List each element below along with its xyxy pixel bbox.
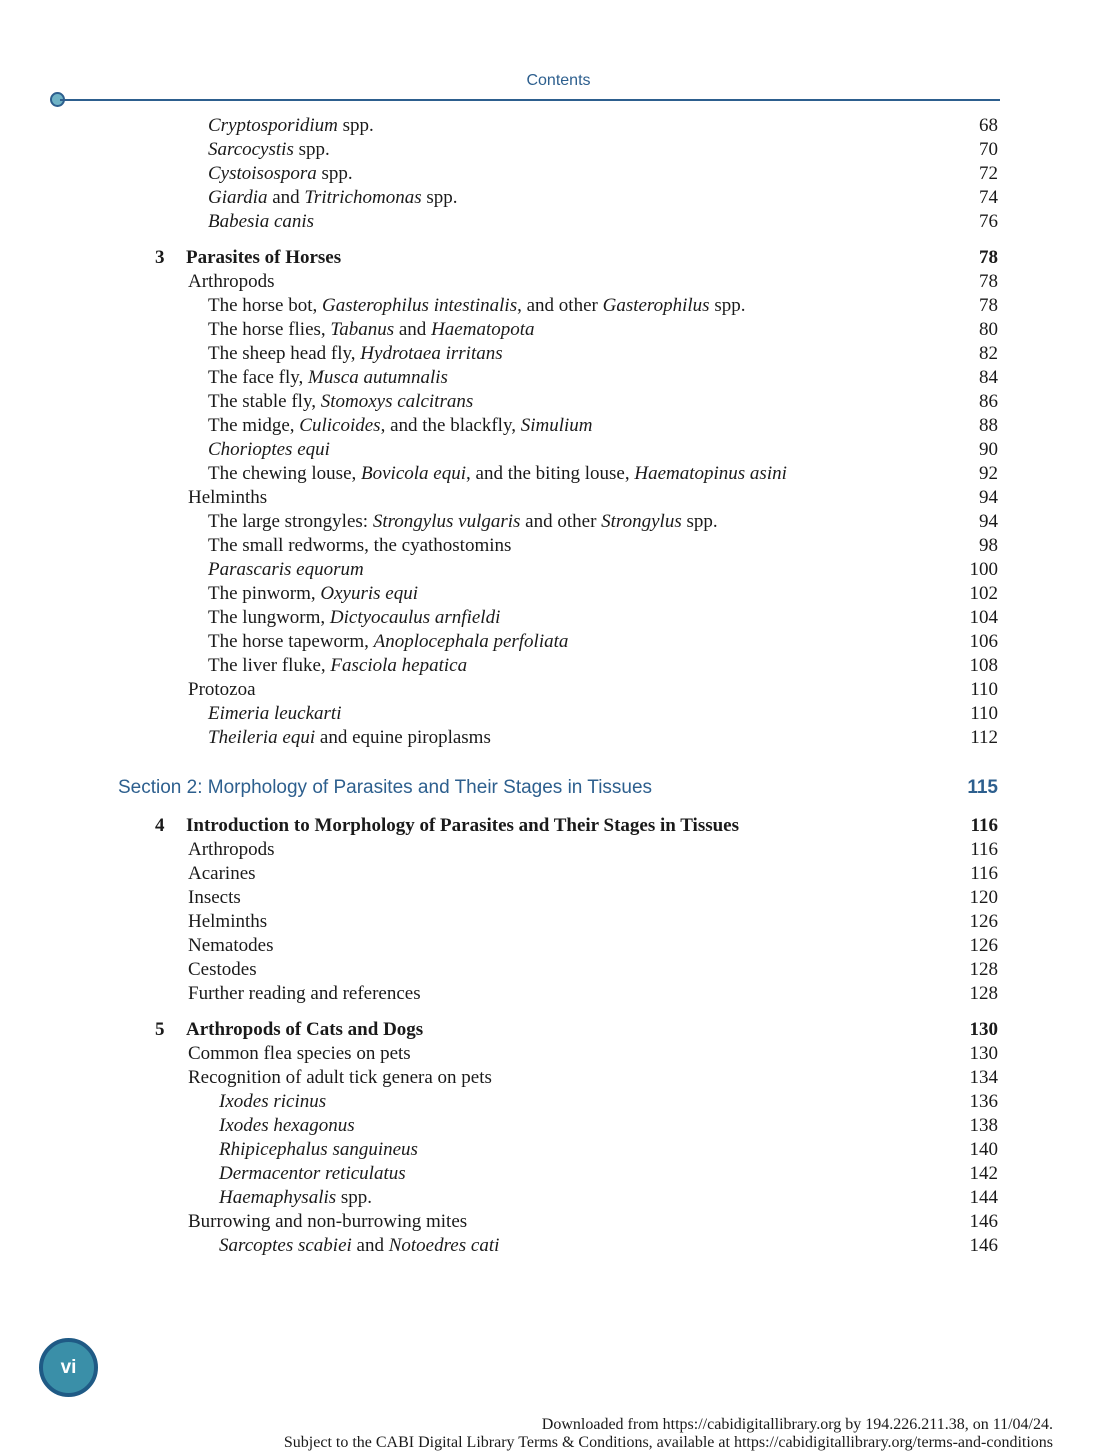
toc-entry-title <box>186 246 341 270</box>
italic-taxon-name: Cryptosporidium <box>208 115 338 136</box>
toc-page-number: 68 <box>979 115 998 136</box>
italic-taxon-name: Cystoisospora <box>208 163 317 184</box>
toc-entry-row <box>0 318 1117 342</box>
toc-entry-title <box>208 726 491 750</box>
toc-entry-title <box>208 114 374 138</box>
italic-taxon-name: Haemaphysalis <box>219 1187 337 1208</box>
running-header: Contents <box>526 72 591 89</box>
toc-entry-row <box>0 534 1117 558</box>
toc-page-number: 126 <box>969 935 998 956</box>
toc-page-number: 110 <box>970 679 998 700</box>
title-text: and <box>351 1235 389 1256</box>
toc-entry-row <box>0 606 1117 630</box>
title-text: The pinworm, <box>208 583 321 604</box>
toc-entry-row <box>0 510 1117 534</box>
toc-entry-title <box>188 678 256 702</box>
download-footer <box>284 1416 1053 1452</box>
toc-entry-row <box>0 934 1117 958</box>
toc-entry-row <box>0 138 1117 162</box>
toc-entry-row <box>0 390 1117 414</box>
toc-entry-title <box>208 654 467 678</box>
toc-entry-title <box>188 270 275 294</box>
italic-taxon-name: Strongylus vulgaris <box>372 511 521 532</box>
toc-spacer <box>0 750 1117 774</box>
italic-taxon-name: Strongylus <box>601 511 682 532</box>
title-text: Further reading and references <box>188 983 421 1004</box>
toc-page-number: 136 <box>969 1091 998 1112</box>
toc-page-number: 106 <box>969 631 998 652</box>
italic-taxon-name: Sarcocystis <box>208 139 294 160</box>
toc-chapter-row <box>0 246 1117 270</box>
title-text: spp. <box>337 115 374 136</box>
toc-entry-title <box>219 1138 418 1162</box>
italic-taxon-name: Chorioptes equi <box>208 439 330 460</box>
title-text: The lungworm, <box>208 607 330 628</box>
toc-entry-row <box>0 1210 1117 1234</box>
toc-entry-row <box>0 438 1117 462</box>
title-text: Introduction to Morphology of Parasites and Their Stages in Tissues <box>186 815 740 836</box>
toc-entry-title <box>208 414 593 438</box>
toc-page-number: 115 <box>967 777 998 798</box>
toc-page-number: 72 <box>979 163 998 184</box>
italic-taxon-name: Haematopinus asini <box>634 463 787 484</box>
toc-chapter-row <box>0 814 1117 838</box>
toc-entry-title <box>219 1114 355 1138</box>
title-text: spp. <box>316 163 353 184</box>
toc-entry-title <box>208 702 342 726</box>
toc-entry-title <box>208 366 448 390</box>
toc-entry-title <box>208 318 535 342</box>
italic-taxon-name: Tritrichomonas <box>304 187 422 208</box>
toc-page-number: 108 <box>969 655 998 676</box>
toc-entry-title <box>188 958 257 982</box>
title-text: Arthropods <box>188 271 275 292</box>
toc-entry-title <box>208 186 458 210</box>
italic-taxon-name: Eimeria leuckarti <box>208 703 342 724</box>
toc-entry-title <box>186 814 739 838</box>
italic-taxon-name: Tabanus <box>330 319 395 340</box>
italic-taxon-name: Parascaris equorum <box>208 559 364 580</box>
title-text: spp. <box>336 1187 373 1208</box>
italic-taxon-name: Sarcoptes scabiei <box>219 1235 352 1256</box>
toc-page-number: 144 <box>969 1187 998 1208</box>
italic-taxon-name: Dermacentor reticulatus <box>219 1163 406 1184</box>
toc-entry-row <box>0 582 1117 606</box>
title-text: Helminths <box>188 911 268 932</box>
italic-taxon-name: Simulium <box>520 415 593 436</box>
toc-page-number: 130 <box>969 1019 998 1040</box>
title-text: , and the blackfly, <box>380 415 521 436</box>
toc-entry-row <box>0 1186 1117 1210</box>
toc-entry-row <box>0 486 1117 510</box>
toc-entry-title <box>208 630 568 654</box>
toc-entry-title <box>219 1162 406 1186</box>
toc-entry-row <box>0 1114 1117 1138</box>
italic-taxon-name: Gasterophilus <box>602 295 710 316</box>
toc-entry-title <box>208 138 330 162</box>
chapter-number: 4 <box>155 815 165 836</box>
toc-spacer <box>0 1006 1117 1018</box>
toc-entry-row <box>0 910 1117 934</box>
toc-entry-title <box>208 162 353 186</box>
toc-page-number: 116 <box>970 839 998 860</box>
toc-page-number: 78 <box>979 295 998 316</box>
toc-page-number: 104 <box>969 607 998 628</box>
toc-entry-title <box>118 774 652 802</box>
title-text: spp. <box>293 139 330 160</box>
title-text: Arthropods of Cats and Dogs <box>186 1019 424 1040</box>
toc-entry-title <box>208 582 418 606</box>
toc-entry-row <box>0 1042 1117 1066</box>
italic-taxon-name: Oxyuris equi <box>320 583 419 604</box>
toc-entry-row <box>0 162 1117 186</box>
title-text: Protozoa <box>188 679 256 700</box>
toc-entry-row <box>0 1162 1117 1186</box>
toc-entry-title <box>188 838 275 862</box>
toc-entry-title <box>188 982 421 1006</box>
title-text: Nematodes <box>188 935 274 956</box>
toc-page-number: 142 <box>969 1163 998 1184</box>
italic-taxon-name: Giardia <box>208 187 268 208</box>
toc-page-number: 100 <box>969 559 998 580</box>
italic-taxon-name: Gasterophilus intestinalis <box>321 295 518 316</box>
toc-page-number: 116 <box>970 863 998 884</box>
toc-entry-row <box>0 210 1117 234</box>
italic-taxon-name: Fasciola hepatica <box>330 655 468 676</box>
toc-page-number: 134 <box>969 1067 998 1088</box>
toc-entry-row <box>0 342 1117 366</box>
title-text: The face fly, <box>208 367 309 388</box>
toc-entry-title <box>219 1186 372 1210</box>
title-text: , and the biting louse, <box>466 463 635 484</box>
toc-page-number: 102 <box>969 583 998 604</box>
title-text: Common flea species on pets <box>188 1043 411 1064</box>
title-text: and <box>267 187 305 208</box>
chapter-number: 3 <box>155 247 165 268</box>
toc-entry-title <box>208 438 330 462</box>
toc-spacer <box>0 802 1117 814</box>
italic-taxon-name: Musca autumnalis <box>308 367 448 388</box>
toc-entry-row <box>0 702 1117 726</box>
title-text: Insects <box>188 887 241 908</box>
toc-page-number: 94 <box>979 487 998 508</box>
title-text: spp. <box>681 511 718 532</box>
title-text: The sheep head fly, <box>208 343 361 364</box>
title-text: The midge, <box>208 415 300 436</box>
toc-entry-row <box>0 1066 1117 1090</box>
toc-page-number: 92 <box>979 463 998 484</box>
toc-page-number: 70 <box>979 139 998 160</box>
toc-page-number: 90 <box>979 439 998 460</box>
toc-page-number: 88 <box>979 415 998 436</box>
toc-entry-row <box>0 366 1117 390</box>
toc-entry-title <box>188 910 267 934</box>
italic-taxon-name: Bovicola equi <box>361 463 467 484</box>
toc-entry-title <box>186 1018 423 1042</box>
title-text: The large strongyles: <box>208 511 373 532</box>
toc-page-number: 126 <box>969 911 998 932</box>
footer-download-line: Downloaded from https://cabidigitallibrary.org by 194.226.211.38, on 11/04/24. <box>541 1416 1053 1433</box>
toc-page-number: 138 <box>969 1115 998 1136</box>
toc-page-number: 120 <box>969 887 998 908</box>
toc-page-number: 110 <box>970 703 998 724</box>
title-text: The horse bot, <box>208 295 322 316</box>
title-text: The horse tapeworm, <box>208 631 374 652</box>
toc-page-number: 86 <box>979 391 998 412</box>
footer-terms-line: Subject to the CABI Digital Library Terms & Conditions, available at https://cabidigitallibrary.org/terms-and-conditions <box>283 1434 1053 1451</box>
toc-entry-title <box>208 510 718 534</box>
toc-entry-title <box>188 1210 467 1234</box>
toc-entry-row <box>0 1090 1117 1114</box>
toc-page-number: 82 <box>979 343 998 364</box>
title-text: Helminths <box>188 487 268 508</box>
toc-entry-row <box>0 838 1117 862</box>
toc-entry-row <box>0 654 1117 678</box>
title-text: , and other <box>517 295 603 316</box>
italic-taxon-name: Haematopota <box>431 319 535 340</box>
italic-taxon-name: Anoplocephala perfoliata <box>373 631 569 652</box>
toc-entry-row <box>0 558 1117 582</box>
toc-entry-title <box>188 934 273 958</box>
italic-taxon-name: Rhipicephalus sanguineus <box>219 1139 418 1160</box>
toc-page-number: 112 <box>970 727 998 748</box>
toc-page-number: 140 <box>969 1139 998 1160</box>
toc-page-number: 128 <box>969 983 998 1004</box>
toc-entry-title <box>208 294 745 318</box>
italic-taxon-name: Theileria equi <box>208 727 316 748</box>
title-text: Arthropods <box>188 839 275 860</box>
toc-entry-row <box>0 186 1117 210</box>
title-text: The chewing louse, <box>208 463 362 484</box>
toc-page-number: 116 <box>970 815 998 836</box>
chapter-number: 5 <box>155 1019 165 1040</box>
toc-entry-title <box>208 534 511 558</box>
title-text: Section 2: Morphology of Parasites and Their Stages in Tissues <box>118 777 653 798</box>
toc-entry-row <box>0 1234 1117 1258</box>
page-number-badge: vi <box>39 1338 98 1397</box>
toc-entry-row <box>0 414 1117 438</box>
toc-entry-title <box>219 1090 326 1114</box>
title-text: The horse flies, <box>208 319 331 340</box>
italic-taxon-name: Stomoxys calcitrans <box>320 391 474 412</box>
italic-taxon-name: Ixodes hexagonus <box>219 1115 355 1136</box>
toc-entry-title <box>188 486 267 510</box>
title-text: spp. <box>709 295 746 316</box>
toc-page-number: 130 <box>969 1043 998 1064</box>
title-text: The liver fluke, <box>208 655 331 676</box>
title-text: The small redworms, the cyathostomins <box>208 535 512 556</box>
toc-page-number: 78 <box>979 271 998 292</box>
toc-section-row <box>0 774 1117 802</box>
toc-entry-row <box>0 270 1117 294</box>
toc-entry-title <box>208 462 787 486</box>
toc-entry-row <box>0 862 1117 886</box>
toc-page-number: 146 <box>969 1235 998 1256</box>
toc-entry-row <box>0 886 1117 910</box>
title-text: and other <box>520 511 602 532</box>
toc-page-number: 80 <box>979 319 998 340</box>
toc-entry-title <box>208 210 314 234</box>
toc-page-number: 98 <box>979 535 998 556</box>
toc-entry-row <box>0 114 1117 138</box>
title-text: Recognition of adult tick genera on pets <box>188 1067 492 1088</box>
title-text: Burrowing and non-burrowing mites <box>188 1211 468 1232</box>
toc-entry-row <box>0 462 1117 486</box>
italic-taxon-name: Notoedres cati <box>388 1235 500 1256</box>
toc-page-number: 74 <box>979 187 998 208</box>
toc-page-number: 128 <box>969 959 998 980</box>
toc-entry-row <box>0 294 1117 318</box>
toc-entry-title <box>208 558 364 582</box>
toc-spacer <box>0 234 1117 246</box>
toc-entry-title <box>188 862 256 886</box>
header-rule <box>60 99 1000 101</box>
toc-entry-row <box>0 958 1117 982</box>
title-text: The stable fly, <box>208 391 321 412</box>
toc-entry-row <box>0 982 1117 1006</box>
toc-chapter-row <box>0 1018 1117 1042</box>
table-of-contents <box>0 114 1117 1258</box>
toc-entry-row <box>0 678 1117 702</box>
toc-entry-title <box>219 1234 499 1258</box>
toc-entry-title <box>188 1066 492 1090</box>
italic-taxon-name: Babesia canis <box>208 211 315 232</box>
title-text: and equine piroplasms <box>315 727 491 748</box>
italic-taxon-name: Hydrotaea irritans <box>360 343 503 364</box>
italic-taxon-name: Dictyocaulus arnfieldi <box>329 607 501 628</box>
title-text: and <box>394 319 432 340</box>
toc-entry-title <box>188 886 241 910</box>
toc-entry-title <box>208 606 500 630</box>
toc-entry-title <box>208 342 503 366</box>
title-text: spp. <box>421 187 458 208</box>
toc-entry-row <box>0 726 1117 750</box>
toc-entry-row <box>0 630 1117 654</box>
toc-page-number: 76 <box>979 211 998 232</box>
italic-taxon-name: Ixodes ricinus <box>219 1091 327 1112</box>
title-text: Acarines <box>188 863 256 884</box>
toc-page-number: 84 <box>979 367 998 388</box>
italic-taxon-name: Culicoides <box>299 415 381 436</box>
toc-entry-row <box>0 1138 1117 1162</box>
toc-entry-title <box>188 1042 411 1066</box>
toc-page-number: 94 <box>979 511 998 532</box>
toc-page-number: 78 <box>979 247 998 268</box>
toc-entry-title <box>208 390 473 414</box>
toc-page-number: 146 <box>969 1211 998 1232</box>
title-text: Cestodes <box>188 959 257 980</box>
title-text: Parasites of Horses <box>186 247 342 268</box>
